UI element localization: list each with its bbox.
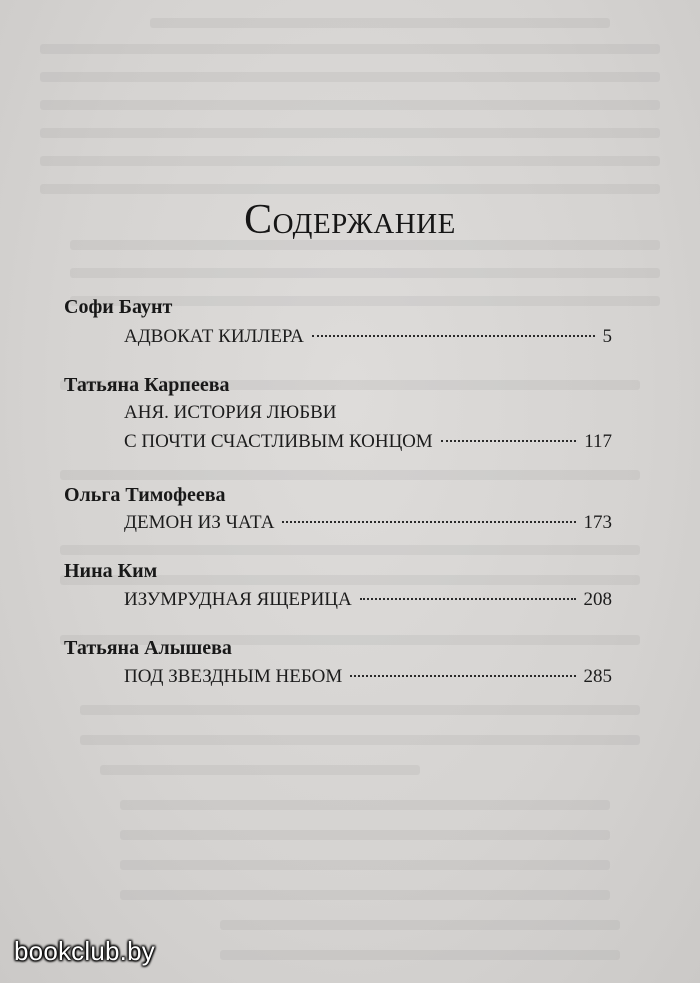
toc-leader-dots <box>350 675 575 677</box>
bleed-through-line <box>100 765 420 775</box>
toc-author: Татьяна Алышева <box>64 637 232 659</box>
bleed-through-line <box>120 830 610 840</box>
bleed-through-line <box>80 735 640 745</box>
toc-page-number: 173 <box>583 512 612 533</box>
site-watermark: bookclub.by <box>14 936 155 966</box>
bleed-through-line <box>60 470 640 480</box>
toc-story-line[interactable] <box>124 666 612 692</box>
toc-page-number: 208 <box>583 589 612 610</box>
toc-page-number: 285 <box>583 666 612 687</box>
bleed-through-line <box>60 545 640 555</box>
toc-leader-dots <box>312 335 595 337</box>
bleed-through-line <box>220 920 620 930</box>
toc-title: Содержание <box>244 197 456 243</box>
bleed-through-line <box>40 72 660 82</box>
toc-story-title: АНЯ. ИСТОРИЯ ЛЮБВИ <box>124 402 337 423</box>
toc-story-line[interactable] <box>124 512 612 538</box>
toc-leader-dots <box>360 598 576 600</box>
bleed-through-line <box>70 268 660 278</box>
bleed-through-line <box>40 128 660 138</box>
bleed-through-line <box>120 800 610 810</box>
toc-story-line[interactable] <box>124 326 612 352</box>
toc-page-number: 117 <box>584 431 612 452</box>
toc-story-line[interactable] <box>124 431 612 457</box>
bleed-through-line <box>120 860 610 870</box>
toc-story-title: ДЕМОН ИЗ ЧАТА <box>124 512 275 533</box>
bleed-through-line <box>40 44 660 54</box>
toc-author: Татьяна Карпеева <box>64 374 230 396</box>
bleed-through-line <box>80 705 640 715</box>
toc-story-title: АДВОКАТ КИЛЛЕРА <box>124 326 304 347</box>
bleed-through-line <box>120 890 610 900</box>
toc-author: Софи Баунт <box>64 296 173 318</box>
bleed-through-line <box>40 184 660 194</box>
bleed-through-line <box>220 950 620 960</box>
toc-story-line[interactable] <box>124 589 612 615</box>
bleed-through-line <box>40 156 660 166</box>
toc-story-title: ПОД ЗВЕЗДНЫМ НЕБОМ <box>124 666 343 687</box>
toc-author: Ольга Тимофеева <box>64 484 226 506</box>
toc-story-line[interactable] <box>124 402 612 428</box>
toc-page-number: 5 <box>602 326 612 347</box>
toc-story-title-continued: С ПОЧТИ СЧАСТЛИВЫМ КОНЦОМ <box>124 431 433 452</box>
bleed-through-line <box>40 100 660 110</box>
toc-author: Нина Ким <box>64 560 158 582</box>
toc-leader-dots <box>282 521 575 523</box>
toc-story-title: ИЗУМРУДНАЯ ЯЩЕРИЦА <box>124 589 352 610</box>
bleed-through-line <box>150 18 610 28</box>
toc-leader-dots <box>441 440 577 442</box>
